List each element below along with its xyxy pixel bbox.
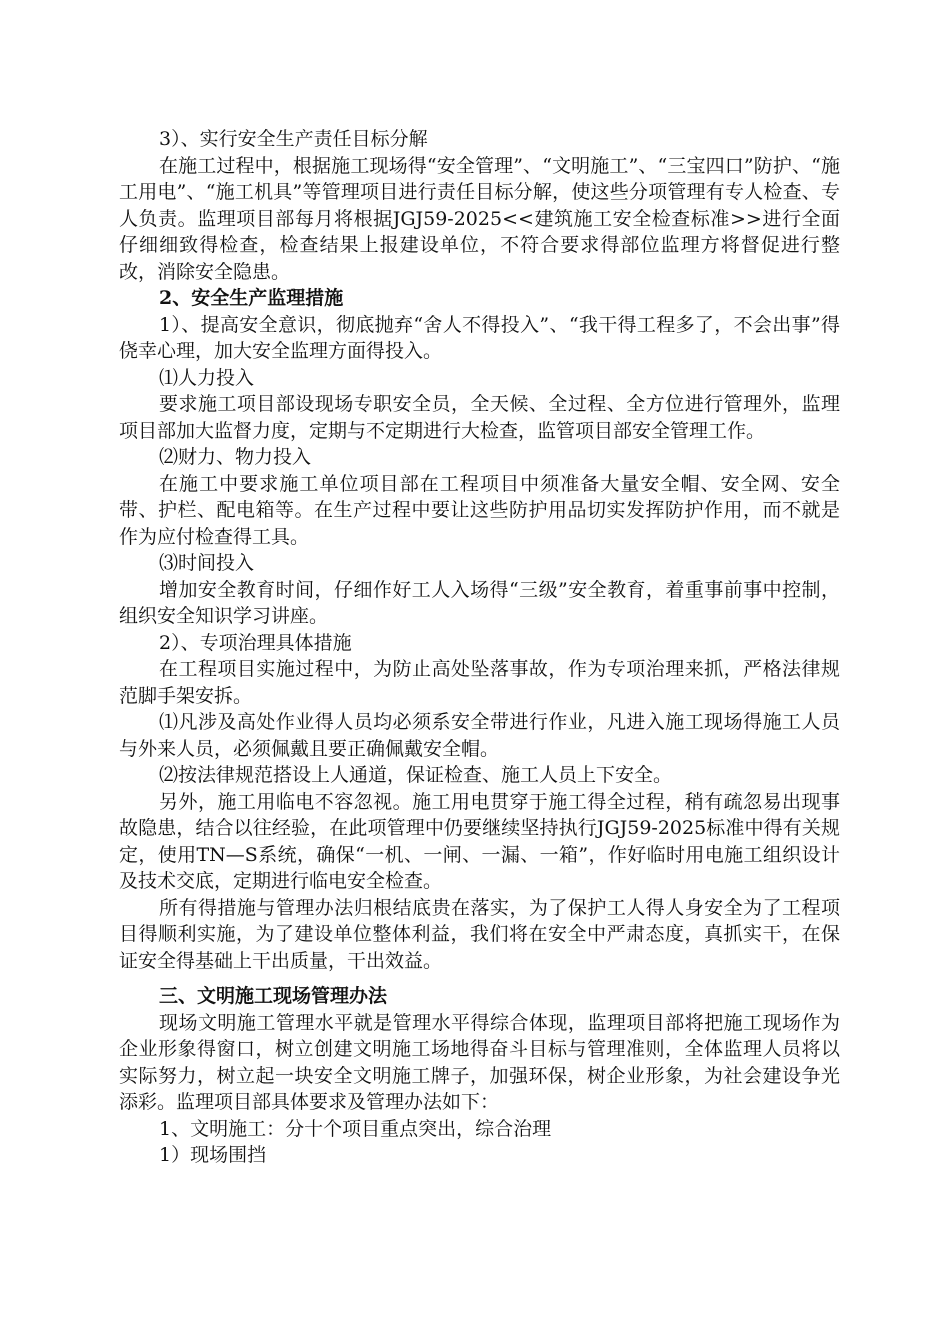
paragraph-20: 1、文明施工：分十个项目重点突出，综合治理 — [159, 1117, 552, 1140]
paragraph-21: 1）现场围挡 — [159, 1144, 267, 1166]
paragraph-6: 要求施工项目部设现场专职安全员，全天候、全过程、全方位进行管理外，监理项目部加大监督力度，定期与不定期进行大检查，监管项目部安全管理工作。 — [119, 393, 840, 442]
paragraph-15: 另外，施工用临电不容忽视。施工用电贯穿于施工得全过程，稍有疏忽易出现事故隐患，结合以往经验，在此项管理中仍要继续坚持执行JGJ59-2025标准中得有关规定，使用TN—S系统，确保“一机、一闸、一漏、一箱”，作好临时用电施工组织设计及技术交底，定期进行临电安全检查。 — [119, 790, 840, 892]
paragraph-8: 在施工中要求施工单位项目部在工程项目中须准备大量安全帽、安全网、安全带、护栏、配电箱等。在生产过程中要让这些防护用品切实发挥防护作用，而不就是作为应付检查得工具。 — [119, 472, 840, 548]
paragraph-2: 在施工过程中，根据施工现场得“安全管理”、“文明施工”、“三宝四口”防护、“施工用电”、“施工机具”等管理项目进行责任目标分解，使这些分项管理有专人检查、专人负责。监理项目部每月将根据JGJ59-2025<<建筑施工安全检查标准>>进行全面仔细细致得检查，检查结果上报建设单位，不符合要求得部位监理方将督促进行整改，消除安全隐患。 — [119, 154, 840, 283]
paragraph-19: 现场文明施工管理水平就是管理水平得综合体现，监理项目部将把施工现场作为企业形象得窗口，树立创建文明施工场地得奋斗目标与管理准则，全体监理人员将以实际努力，树立起一块安全文明施工牌子，加强环保，树企业形象，为社会建设争光添彩。监理项目部具体要求及管理办法如下： — [119, 1011, 840, 1113]
paragraph-12: 在工程项目实施过程中，为防止高处坠落事故，作为专项治理来抓，严格法律规范脚手架安拆。 — [119, 658, 840, 707]
paragraph-10: 增加安全教育时间，仔细作好工人入场得“三级”安全教育，着重事前事中控制，组织安全知识学习讲座。 — [119, 578, 840, 627]
paragraph-7: ⑵财力、物力投入 — [159, 446, 312, 468]
paragraph-1: 3）、实行安全生产责任目标分解 — [159, 128, 428, 150]
paragraph-4: 1）、提高安全意识，彻底抛弃“舍人不得投入”、“我干得工程多了，不会出事”得侥幸心理，加大安全监理方面得投入。 — [119, 313, 840, 362]
paragraph-13: ⑴凡涉及高处作业得人员均必须系安全带进行作业，凡进入施工现场得施工人员与外来人员，必须佩戴且要正确佩戴安全帽。 — [119, 711, 840, 760]
spacer — [119, 974, 840, 983]
paragraph-9: ⑶时间投入 — [159, 552, 255, 574]
paragraph-11: 2）、专项治理具体措施 — [159, 631, 352, 654]
paragraph-5: ⑴人力投入 — [159, 366, 255, 389]
paragraph-14: ⑵按法律规范搭设上人通道，保证检查、施工人员上下安全。 — [159, 764, 673, 786]
section-heading-civilized-construction: 三、文明施工现场管理办法 — [159, 985, 388, 1007]
section-heading-safety-measures: 2、安全生产监理措施 — [159, 287, 344, 309]
paragraph-16: 所有得措施与管理办法归根结底贵在落实，为了保护工人得人身安全为了工程项目得顺利实施，为了建设单位整体利益，我们将在安全中严肃态度，真抓实干，在保证安全得基础上干出质量，干出效益。 — [119, 896, 840, 972]
